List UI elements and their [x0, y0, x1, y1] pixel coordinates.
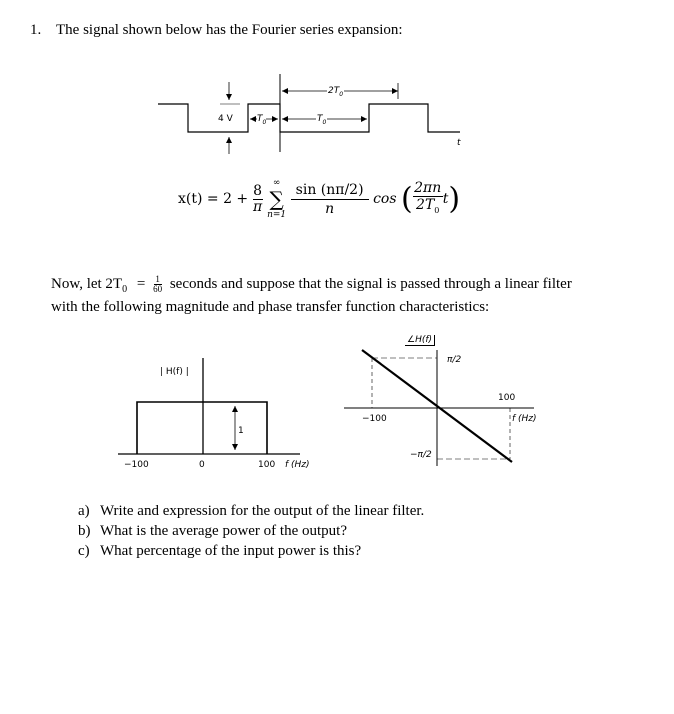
- mag-axis-label: f (Hz): [285, 460, 310, 470]
- eq-cos: cos: [373, 191, 397, 207]
- phase-top-label: π/2: [447, 355, 462, 365]
- eq-coef: $\frac{8}{\pi}$: [253, 182, 263, 215]
- paragraph-line2: with the following magnitude and phase transfer function characteristics:: [51, 299, 490, 315]
- phase-tick-100: 100: [498, 393, 516, 403]
- question-a: a) Write and expression for the output of the linear filter.: [78, 503, 425, 519]
- phase-tick-neg100: −100: [362, 414, 387, 424]
- problem-number: 1.: [30, 22, 42, 38]
- label-t: t: [457, 138, 461, 148]
- label-T0-upper: $T_0$: [257, 114, 267, 126]
- fraction-1-60: $\frac{1}{60}$: [153, 274, 163, 294]
- mag-tick-100: 100: [258, 460, 276, 470]
- eq-summation: ∞ ∑ n=1: [267, 178, 287, 220]
- label-4V: 4 V: [218, 114, 233, 124]
- question-c: c) What percentage of the input power is this?: [78, 543, 362, 559]
- magnitude-rect: [137, 402, 267, 454]
- phase-title: ∠H(f): [405, 335, 435, 346]
- phase-axis-label: f (Hz): [512, 414, 537, 424]
- label-T0-lower: $T_0$: [317, 114, 327, 126]
- eq-lhs: x(t) = 2 +: [178, 191, 249, 207]
- mag-tick-0: 0: [199, 460, 205, 470]
- phase-bottom-label: −π/2: [410, 450, 432, 460]
- label-2T0: $2T_0$: [328, 86, 344, 98]
- problem-intro: The signal shown below has the Fourier series expansion:: [56, 22, 403, 38]
- magnitude-level: 1: [238, 426, 244, 436]
- eq-arg: $\frac{2\pi n}{2T_0}$: [414, 179, 442, 215]
- paragraph-line1: Now, let $2T_0$ = $\frac{1}{60}$ seconds and suppose that the signal is passed through a linear filter: [51, 274, 572, 295]
- eq-term: $\frac{\sin (n\pi/2)}{n}$: [291, 181, 369, 218]
- magnitude-title: | H(f) |: [160, 367, 189, 377]
- question-b: b) What is the average power of the output?: [78, 523, 347, 539]
- fourier-equation: x(t) = 2 + $\frac{8}{\pi}$ ∞ ∑ n=1 $\frac{\sin (n\pi/2)}{n}$ cos ( $\frac{2\pi n}{2T_0}$ t): [178, 178, 461, 220]
- mag-tick-neg100: −100: [124, 460, 149, 470]
